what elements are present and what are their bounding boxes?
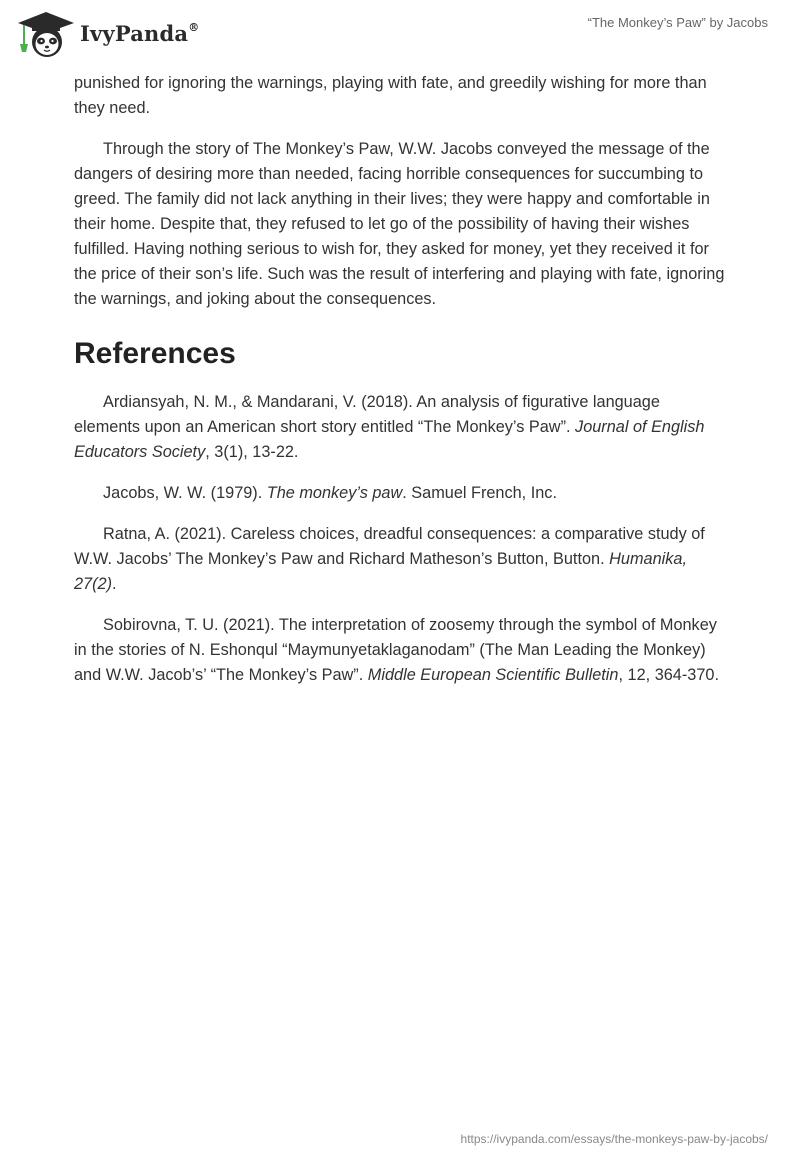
panda-graduate-icon <box>16 8 74 58</box>
references-list <box>74 390 726 688</box>
page-header <box>0 0 800 70</box>
source-url-link[interactable]: https://ivypanda.com/essays/the-monkeys-paw-by-jacobs/ <box>460 1132 768 1146</box>
body-paragraph-1: punished for ignoring the warnings, playing with fate, and greedily wishing for more than they need. <box>74 74 707 117</box>
document-title: “The Monkey’s Paw” by Jacobs <box>587 15 768 30</box>
essay-content <box>74 71 726 688</box>
reference-item: Ardiansyah, N. M., & Mandarani, V. (2018). An analysis of figurative language elements upon an American short story entitled “The Monkey’s Paw”. Journal of English Educators Society, 3(1), 13-22. <box>74 393 705 461</box>
registered-mark: ® <box>188 20 200 34</box>
reference-item: Ratna, A. (2021). Careless choices, dreadful consequences: a comparative study of W.W. Jacobs’ The Monkey’s Paw and Richard Matheson’s Button, Button. Humanika, 27(2). <box>74 525 705 593</box>
reference-item: Jacobs, W. W. (1979). The monkey’s paw. Samuel French, Inc. <box>103 484 557 502</box>
ivypanda-logo[interactable] <box>16 8 199 58</box>
body-paragraph-2: Through the story of The Monkey’s Paw, W.W. Jacobs conveyed the message of the dangers of desiring more than needed, facing horrible consequences for succumbing to greed. The family did not lack anything in their lives; they were happy and comfortable in their home. Despite that, they refused to let go of the possibility of having their wishes fulfilled. Having nothing serious to wish for, they asked for money, yet they received it for the price of their son’s life. Such was the result of interfering and playing with fate, ignoring the warnings, and joking about the consequences. <box>74 140 725 308</box>
references-heading: References <box>74 337 236 370</box>
reference-item: Sobirovna, T. U. (2021). The interpretation of zoosemy through the symbol of Monkey in the stories of N. Eshonqul “Maymunyetaklaganodam” (The Man Leading the Monkey) and W.W. Jacob’s’ “The Monkey’s Paw”. Middle European Scientific Bulletin, 12, 364-370. <box>74 616 719 684</box>
brand-name: IvyPanda® <box>80 20 200 46</box>
